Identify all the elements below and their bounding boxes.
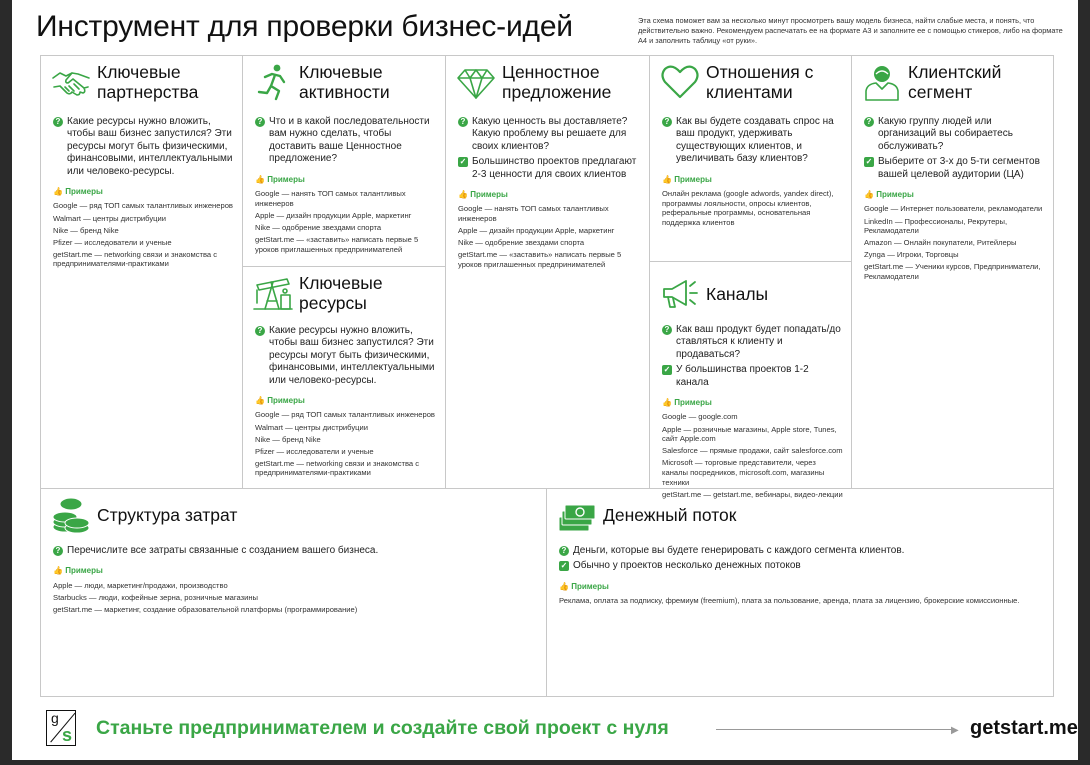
examples-label: Примеры bbox=[267, 396, 305, 406]
example-item: getStart.me — networking связи и знакомства с предпринимателями-практиками bbox=[53, 249, 218, 269]
example-item: Nike — одобрение звездами спорта bbox=[458, 238, 585, 248]
check-item-text: Большинство проектов предлагают 2-3 ценности для своих клиентов bbox=[472, 156, 637, 180]
examples-heading bbox=[458, 189, 641, 201]
section-key-activities bbox=[243, 56, 445, 266]
example-item: Salesforce — прямые продажи, сайт salesforce.com bbox=[662, 446, 843, 456]
example-item: Starbucks — люди, кофейные зерна, розничные магазины bbox=[53, 592, 259, 602]
section-body bbox=[662, 116, 843, 230]
examples-heading bbox=[255, 174, 437, 186]
section-title: Денежный поток bbox=[603, 505, 737, 525]
question-icon: ? bbox=[559, 546, 569, 556]
checkbox-icon: ✓ bbox=[560, 561, 568, 571]
example-item: Google — ряд ТОП самых талантливых инженеров bbox=[53, 201, 233, 211]
footer bbox=[40, 710, 1078, 748]
question-icon: ? bbox=[53, 117, 63, 127]
example-item: Реклама, оплата за подписку, фремиум (freemium), плата за пользование, аренда, плата за лицензию, брокерские комиссионные. bbox=[559, 596, 1020, 606]
question-text: Как ваш продукт будет попадать/до ставляться к клиенту и продаваться? bbox=[676, 324, 841, 360]
question-text: Перечислите все затраты связанные с созданием вашего бизнеса. bbox=[67, 545, 379, 556]
site-link[interactable]: getstart.me bbox=[970, 717, 1078, 739]
section-body bbox=[559, 545, 1045, 608]
examples-heading bbox=[662, 174, 843, 186]
customer-icon bbox=[862, 62, 902, 102]
examples-heading bbox=[559, 581, 1045, 593]
section-body bbox=[662, 324, 843, 502]
thumbs-up-icon: 👍 bbox=[458, 190, 471, 200]
example-item: getStart.me — маркетинг, создание образовательной платформы (программирование) bbox=[53, 605, 358, 614]
thumbs-up-icon: 👍 bbox=[255, 174, 268, 184]
question-text: Какую ценность вы доставляете? Какую проблему вы решаете для своих клиентов? bbox=[472, 116, 628, 152]
examples-label: Примеры bbox=[470, 190, 508, 200]
section-title: Ключевые активности bbox=[299, 62, 390, 102]
example-item: Google — google.com bbox=[662, 412, 738, 422]
example-item: Nike — бренд Nike bbox=[53, 225, 119, 235]
example-item: Walmart — центры дистрибуции bbox=[255, 422, 368, 432]
getstart-logo[interactable] bbox=[46, 710, 76, 746]
diamond-icon bbox=[456, 62, 496, 102]
example-item: Apple — дизайн продукции Apple, маркетинг bbox=[458, 226, 615, 236]
examples-label: Примеры bbox=[65, 187, 103, 197]
question bbox=[255, 116, 437, 166]
example-item: Google — ряд ТОП самых талантливых инженеров bbox=[255, 410, 435, 420]
question-text: Как вы будете создавать спрос на ваш продукт, удерживать существующих клиентов, и увеличивать базу клиентов? bbox=[676, 116, 834, 165]
section-key-partners bbox=[41, 56, 242, 488]
logo-letter-top: g bbox=[51, 710, 59, 726]
checkbox-icon: ✓ bbox=[459, 157, 467, 167]
examples-heading bbox=[53, 186, 234, 198]
section-body bbox=[53, 116, 234, 272]
question-icon: ? bbox=[458, 117, 468, 127]
section-body bbox=[864, 116, 1045, 284]
examples-label: Примеры bbox=[65, 566, 103, 576]
section-revenue-streams bbox=[547, 489, 1053, 696]
question-icon: ? bbox=[662, 325, 672, 335]
example-item: getStart.me — «заставить» написать первые 5 уроков приглашенных предпринимателей bbox=[458, 250, 622, 269]
example-item: LinkedIn — Профессионалы, Рекрутеры, Рекламодатели bbox=[864, 216, 1008, 236]
question bbox=[255, 325, 437, 387]
check-item bbox=[559, 560, 1045, 572]
canvas-grid bbox=[40, 55, 1054, 697]
example-item: getStart.me — «заставить» написать первые 5 уроков приглашенных предпринимателей bbox=[255, 234, 419, 254]
example-item: Pfizer — исследователи и ученые bbox=[255, 446, 374, 456]
section-body bbox=[53, 545, 538, 617]
question-icon: ? bbox=[864, 117, 874, 127]
example-item: Google — Интернет пользователи, рекламодатели bbox=[864, 204, 1043, 214]
thumbs-up-icon: 👍 bbox=[559, 581, 572, 591]
question-text: Какие ресурсы нужно вложить, чтобы ваш бизнес запустился? Эти ресурсы могут быть физическими, финансовыми, интеллектуальными или человеко-ресурсы. bbox=[67, 116, 233, 177]
examples-heading bbox=[53, 565, 538, 577]
section-title: Клиентский сегмент bbox=[908, 62, 1002, 102]
question-icon: ? bbox=[662, 117, 672, 127]
thumbs-up-icon: 👍 bbox=[864, 190, 877, 200]
question-text: Что и в какой последовательности вам нужно сделать, чтобы доставить ваше Ценностное предложение? bbox=[269, 116, 430, 165]
thumbs-up-icon: 👍 bbox=[662, 398, 675, 408]
section-value-proposition bbox=[446, 56, 649, 488]
example-item: Apple — дизайн продукции Apple, маркетинг bbox=[255, 210, 412, 220]
check-item-text: У большинства проектов 1-2 канала bbox=[676, 364, 809, 388]
handshake-icon bbox=[51, 62, 91, 102]
check-item bbox=[864, 156, 1045, 181]
section-title: Ключевые партнерства bbox=[97, 62, 199, 102]
question-text: Какие ресурсы нужно вложить, чтобы ваш бизнес запустился? Эти ресурсы могут быть физическими, финансовыми, интеллектуальными или человеко-ресурсы. bbox=[269, 325, 435, 386]
example-item: Microsoft — торговые представители, через каналы посредников, microsoft.com, магазины техники bbox=[662, 458, 825, 487]
running-man-icon bbox=[253, 62, 293, 102]
question-text: Какую группу людей или организаций вы собираетесь обслуживать? bbox=[878, 116, 1013, 152]
section-body bbox=[255, 325, 437, 481]
check-item bbox=[458, 156, 641, 181]
heart-icon bbox=[660, 62, 700, 102]
thumbs-up-icon: 👍 bbox=[53, 566, 66, 576]
section-cost-structure bbox=[41, 489, 546, 696]
example-item: Pfizer — исследователи и ученые bbox=[53, 237, 172, 247]
example-item: Zynga — Игроки, Торговцы bbox=[864, 250, 959, 260]
example-item: Nike — бренд Nike bbox=[255, 434, 321, 444]
section-key-resources bbox=[243, 267, 445, 488]
section-title: Структура затрат bbox=[97, 505, 238, 525]
section-title: Отношения с клиентами bbox=[706, 62, 814, 102]
question-icon: ? bbox=[255, 117, 265, 127]
examples-heading bbox=[864, 189, 1045, 201]
question-text: Деньги, которые вы будете генерировать с каждого сегмента клиентов. bbox=[573, 545, 905, 556]
examples-label: Примеры bbox=[876, 190, 914, 200]
question bbox=[559, 545, 1045, 557]
section-body bbox=[255, 116, 437, 257]
question-icon: ? bbox=[53, 546, 63, 556]
thumbs-up-icon: 👍 bbox=[53, 187, 66, 197]
example-item: getStart.me — getstart.me, вебинары, видео-лекции bbox=[662, 489, 843, 499]
example-item: Онлайн реклама (google adwords, yandex direct), программы лояльности, опросы клиентов, реферальные программы, основательная поддержка клиентов bbox=[662, 189, 834, 227]
question-icon: ? bbox=[255, 326, 265, 336]
arrow-line bbox=[716, 729, 956, 730]
logo-letter-bottom: s bbox=[61, 725, 72, 745]
page-title: Инструмент для проверки бизнес-идей bbox=[36, 10, 573, 43]
example-item: getStart.me — Ученики курсов, Предприниматели, Рекламодатели bbox=[864, 262, 1041, 281]
question bbox=[662, 116, 843, 166]
section-title: Ценностное предложение bbox=[502, 62, 612, 102]
thumbs-up-icon: 👍 bbox=[662, 174, 675, 184]
canvas-sheet bbox=[12, 0, 1078, 760]
examples-label: Примеры bbox=[571, 581, 609, 591]
question bbox=[864, 116, 1045, 153]
section-customer-segments bbox=[852, 56, 1053, 488]
question bbox=[53, 116, 234, 178]
thumbs-up-icon: 👍 bbox=[255, 396, 268, 406]
oil-pump-icon bbox=[253, 273, 293, 313]
examples-label: Примеры bbox=[267, 174, 305, 184]
example-item: Apple — люди, маркетинг/продажи, производство bbox=[53, 580, 228, 590]
checkbox-icon: ✓ bbox=[865, 157, 873, 167]
megaphone-icon bbox=[660, 274, 700, 314]
examples-label: Примеры bbox=[674, 174, 712, 184]
example-item: Google — нанять ТОП самых талантливых инженеров bbox=[458, 204, 609, 224]
examples-heading bbox=[255, 395, 437, 407]
coins-icon bbox=[51, 495, 91, 535]
question bbox=[53, 545, 538, 557]
check-item-text: Выберите от 3-х до 5-ти сегментов вашей целевой аудитории (ЦА) bbox=[878, 156, 1040, 180]
examples-label: Примеры bbox=[674, 398, 712, 408]
check-item-text: Обычно у проектов несколько денежных потоков bbox=[573, 560, 801, 572]
money-stack-icon bbox=[557, 495, 597, 535]
example-item: Google — нанять ТОП самых талантливых инженеров bbox=[255, 189, 406, 208]
example-item: getStart.me — networking связи и знакомства с предпринимателями-практиками bbox=[255, 458, 420, 478]
section-title: Каналы bbox=[706, 284, 769, 304]
footer-slogan: Станьте предпринимателем и создайте свой проект с нуля bbox=[96, 717, 669, 739]
arrow-right-icon: ▶ bbox=[951, 725, 959, 736]
question bbox=[662, 324, 843, 361]
section-customer-relationships bbox=[650, 56, 851, 261]
example-item: Nike — одобрение звездами спорта bbox=[255, 222, 382, 232]
examples-heading bbox=[662, 397, 843, 409]
example-item: Amazon — Онлайн покупатели, Ритейлеры bbox=[864, 238, 1017, 248]
question bbox=[458, 116, 641, 153]
example-item: Apple — розничные магазины, Apple store, Tunes, сайт Apple.com bbox=[662, 424, 837, 444]
example-item: Walmart — центры дистрибуции bbox=[53, 213, 166, 223]
check-item bbox=[662, 364, 843, 389]
section-body bbox=[458, 116, 641, 272]
section-channels bbox=[650, 262, 851, 499]
section-title: Ключевые ресурсы bbox=[299, 273, 383, 313]
checkbox-icon: ✓ bbox=[663, 365, 671, 375]
intro-text: Эта схема поможет вам за несколько минут просмотреть вашу модель бизнеса, найти слабые места, и понять, что действительно важно. Рекомендуем распечатать ее на формате А3 и заполните ее с помощью стикеров, либо на формате А4 и заполнить таблицу «от руки». bbox=[638, 16, 1063, 45]
